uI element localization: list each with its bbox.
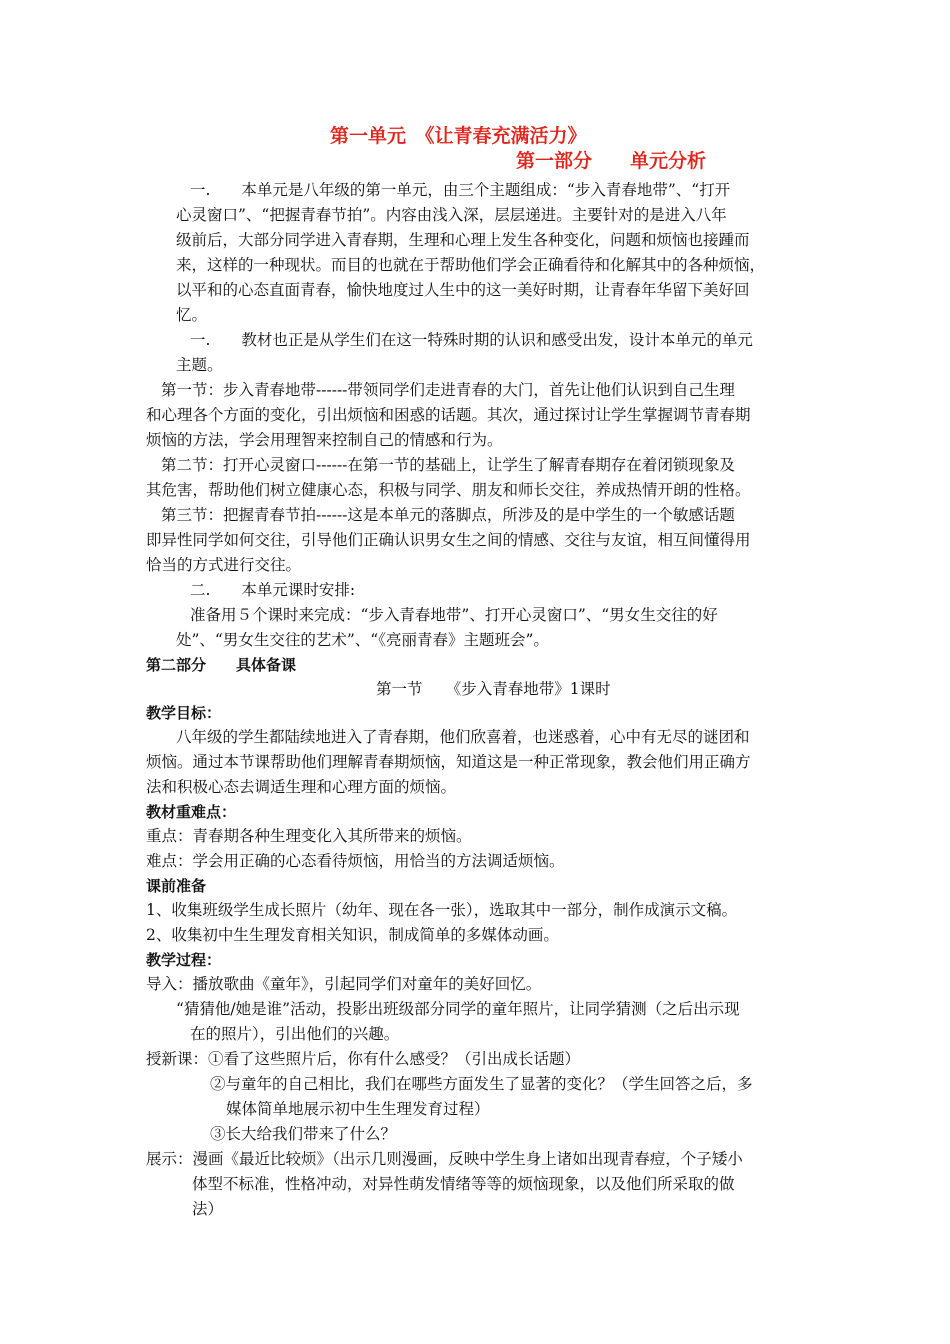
difficult-points: 难点：学会用正确的心态看待烦恼，用恰当的方法调适烦恼。 — [146, 852, 565, 870]
guess-activity-line: “猜猜他/她是谁”活动，投影出班级部分同学的童年照片，让同学猜测（之后出示现 — [176, 1000, 740, 1018]
preparation-item: 2、收集初中生生理发育相关知识，制成简单的多媒体动画。 — [146, 926, 559, 944]
new-lesson-line: ③长大给我们带来了什么？ — [210, 1125, 397, 1143]
lesson-intro: 导入：播放歌曲《童年》，引起同学们对童年的美好回忆。 — [146, 975, 542, 993]
part1-title: 第一部分 单元分析 — [516, 150, 707, 172]
goal-line: 法和积极心态去调适生理和心理方面的烦恼。 — [146, 778, 457, 796]
key-points-heading: 教材重难点： — [146, 803, 237, 821]
intro-paragraph-line: 来，这样的一种现状。而目的也就在于帮助他们学会正确看待和化解其中的各种烦恼， — [176, 256, 766, 274]
intro-paragraph-line: 级前后，大部分同学进入青春期，生理和心理上发生各种变化，问题和烦恼也接踵而 — [176, 231, 750, 249]
intro-paragraph-line: 心灵窗口”、“把握青春节拍”。内容由浅入深，层层递进。主要针对的是进入八年 — [176, 206, 727, 224]
key-points: 重点：青春期各种生理变化入其所带来的烦恼。 — [146, 827, 472, 845]
part2-heading: 第二部分 具体备课 — [146, 656, 297, 674]
unit-title: 第一单元 《让青春充满活力》 — [330, 125, 587, 147]
goal-heading: 教学目标： — [146, 704, 222, 722]
section2-summary-line: 其危害，帮助他们树立健康心态，积极与同学、朋友和师长交往，养成热情开朗的性格。 — [146, 481, 751, 499]
schedule-line: 准备用５个课时来完成：“步入青春地带”、打开心灵窗口”、“男女生交往的好 — [190, 606, 718, 624]
schedule-line: 处”、“男女生交往的艺术”、“《亮丽青春》主题班会”。 — [176, 631, 549, 649]
section2-summary-line: 第二节：打开心灵窗口------在第一节的基础上，让学生了解青春期存在着闭锁现象及 — [161, 456, 735, 474]
preparation-item: 1、收集班级学生成长照片（幼年、现在各一张），选取其中一部分，制作成演示文稿。 — [146, 901, 738, 919]
show-line: 展示：漫画《最近比较烦》（出示几则漫画，反映中学生身上诸如出现青春痘，个子矮小 — [146, 1150, 743, 1168]
goal-line: 烦恼。通过本节课帮助他们理解青春期烦恼，知道这是一种正常现象，教会他们用正确方 — [146, 753, 751, 771]
schedule-heading: 二. 本单元课时安排: — [190, 581, 356, 599]
intro-paragraph-line: 忆。 — [176, 306, 208, 324]
new-lesson-line: ②与童年的自己相比，我们在哪些方面发生了显著的变化？（学生回答之后，多 — [210, 1075, 753, 1093]
show-line: 体型不标准，性格冲动，对异性萌发情绪等等的烦恼现象，以及他们所采取的做 — [192, 1175, 735, 1193]
intro-paragraph-line: 一. 本单元是八年级的第一单元，由三个主题组成：“步入青春地带”、“打开 — [190, 181, 731, 199]
section1-summary-line: 第一节：步入青春地带------带领同学们走进青春的大门，首先让他们认识到自己生理 — [161, 381, 735, 399]
section3-summary-line: 即异性同学如何交往，引导他们正确认识男女生之间的情感、交往与友谊，相互间懂得用 — [146, 531, 751, 549]
textbook-paragraph-line: 主题。 — [176, 356, 223, 374]
new-lesson-line: 媒体简单地展示初中生生理发育过程） — [226, 1100, 490, 1118]
textbook-paragraph-line: 一. 教材也正是从学生们在这一特殊时期的认识和感受出发，设计本单元的单元 — [190, 331, 753, 349]
section-title: 第一节 《步入青春地带》1课时 — [376, 680, 611, 698]
section1-summary-line: 和心理各个方面的变化，引出烦恼和困惑的话题。其次，通过探讨让学生掌握调节青春期 — [146, 406, 751, 424]
show-line: 法） — [192, 1200, 224, 1218]
process-heading: 教学过程： — [146, 951, 222, 969]
preparation-heading: 课前准备 — [146, 877, 207, 895]
goal-line: 八年级的学生都陆续地进入了青春期，他们欣喜着，也迷惑着，心中有无尽的谜团和 — [176, 728, 750, 746]
section3-summary-line: 第三节：把握青春节拍------这是本单元的落脚点，所涉及的是中学生的一个敏感话题 — [161, 506, 735, 524]
guess-activity-line: 在的照片），引出他们的兴趣。 — [190, 1025, 400, 1043]
intro-paragraph-line: 以平和的心态直面青春，愉快地度过人生中的这一美好时期，让青春年华留下美好回 — [176, 281, 750, 299]
section3-summary-line: 恰当的方式进行交往。 — [146, 556, 302, 574]
new-lesson-line: 授新课：①看了这些照片后，你有什么感受？（引出成长话题） — [146, 1050, 581, 1068]
section1-summary-line: 烦恼的方法，学会用理智来控制自己的情感和行为。 — [146, 431, 503, 449]
